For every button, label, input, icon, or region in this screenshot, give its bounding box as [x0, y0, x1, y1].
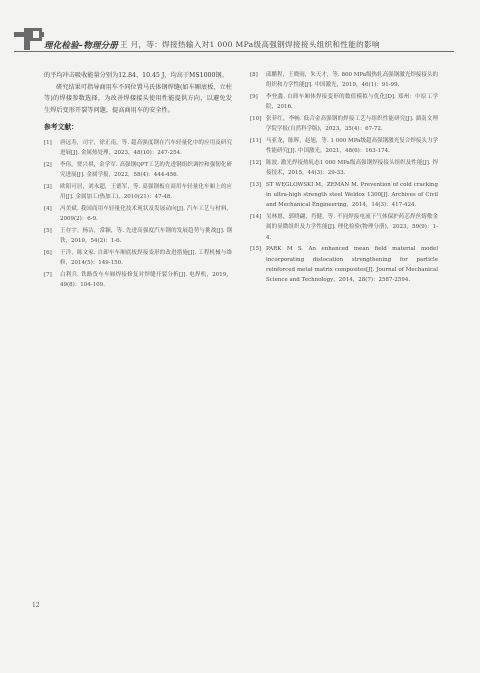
- reference-item: [44, 248, 232, 268]
- journal-name: 理化检验–物理分册: [44, 41, 119, 51]
- reference-text: 于洋，陈文家. 自卸车车厢底板焊接变形的改进措施[J]. 工程机械与维修，2014(5)：149-150.: [60, 249, 232, 267]
- page-number: 12: [32, 602, 40, 609]
- reference-number: [15]: [250, 246, 262, 253]
- reference-item: [44, 204, 232, 224]
- reference-number: [14]: [250, 214, 262, 221]
- reference-list-left: [44, 138, 232, 290]
- reference-item: [250, 136, 438, 156]
- reference-item: [250, 70, 438, 90]
- reference-text: 邱鹏程，王晓雨，朱天才，等. 800 MPa级热轧高强钢激光焊接接头的组织和力学性能[J]. 中国激光，2019，46(1)：91-99.: [266, 72, 438, 89]
- reference-item: [44, 270, 232, 290]
- reference-text: PARK M S. An enhanced mean field material model incorporating dislocation strengthening for particle reinforced metal matrix composites[J]. Journal of Mechanical Science and Technology，2014，28(7)：2587-2594.: [266, 246, 438, 284]
- reference-item: [250, 92, 438, 112]
- reference-item: [250, 244, 438, 285]
- running-title: 王 月，等：焊接热输入对1 000 MPa级高强钢焊接接头组织和性能的影响: [120, 40, 380, 49]
- reference-number: [5]: [44, 227, 52, 234]
- reference-text: 李伟，贾兴祺，金学军. 高强钢QPT工艺的先进钢组织调控和强韧化研究进展[J]. 金属学报，2022，58(4)：444-456.: [60, 161, 232, 179]
- reference-item: [44, 138, 232, 158]
- reference-text: 张菲红，李畅. 低合金高强钢的焊接工艺与组织性能研究[J]. 湖南文理学院学报(自然科学版)，2023，35(4)：67-72.: [266, 116, 438, 133]
- reference-item: [44, 160, 232, 180]
- reference-text: 唐远寿，司宇，徐正南，等. 超高强度钢在汽车轻量化中的应用及研究进展[J]. 金属热处理，2023，48(10)：247-254.: [60, 139, 232, 157]
- right-column: [250, 70, 438, 287]
- reference-number: [3]: [44, 183, 52, 190]
- reference-number: [4]: [44, 205, 52, 212]
- reference-item: [250, 158, 438, 178]
- reference-number: [2]: [44, 161, 52, 168]
- body-paragraph: 的平均冲击吸收能量分别为12.84、10.45 J，均高于MS1000钢。: [44, 72, 228, 79]
- reference-number: [9]: [250, 94, 258, 100]
- reference-item: [44, 226, 232, 246]
- header-rule: [14, 51, 454, 52]
- reference-text: ST WĘGLOWSKI M，ZEMAN M. Prevention of cold cracking in ultra-high strength steel Weldox 1300[J]. Archives of Civil and Mechanical Engineering，2014，14(3)：417-424.: [266, 182, 438, 209]
- reference-number: [7]: [44, 271, 52, 278]
- reference-number: [13]: [250, 182, 262, 188]
- reference-number: [6]: [44, 249, 52, 256]
- journal-logo-icon: [14, 28, 44, 50]
- reference-item: [250, 180, 438, 211]
- reference-list-right: [250, 70, 438, 285]
- reference-item: [44, 182, 232, 202]
- left-column: [44, 70, 232, 292]
- body-paragraph: 研究结果可指导商用车不同位置马氏体钢焊缝(如车厢底板、立柱等)的焊接参数选择，为改善焊接接头使用性能提供方向，以避免发生焊后变形开裂等问题，提高商用车的安全性。: [44, 83, 232, 114]
- page-header: [0, 28, 480, 58]
- reference-text: 王存宇，杨洁，常颖，等. 先进高强度汽车钢的发展趋势与挑战[J]. 钢铁，2019，54(2)：1-6.: [60, 227, 232, 245]
- reference-text: 吴林愿，郭晓翩，肖健，等. 不同焊接电流下气体保护药芯焊丝熔敷金属的显微组织及力学性能[J]. 理化检验(物理分册)，2023，59(9)：1-4.: [266, 214, 438, 241]
- references-heading: 参考文献：: [44, 123, 78, 132]
- reference-number: [12]: [250, 160, 262, 166]
- reference-number: [11]: [250, 138, 262, 144]
- reference-number: [10]: [250, 116, 262, 122]
- reference-item: [250, 212, 438, 243]
- reference-text: 冯美斌. 我国商用车轻量化技术现状及发展动向[J]. 汽车工艺与材料，2009(2)：6-9.: [60, 205, 232, 223]
- reference-text: 白利兵. 铁路货车车厢焊接修复对焊缝开裂分析[J]. 电焊机，2019，49(8)：104-109.: [60, 271, 232, 289]
- reference-text: 马亚龙，陈晖，赵旭，等. 1 000 MPa级超高强钢激光复合焊接头力学性能研究[J]. 中国激光，2021，48(6)：163-174.: [266, 138, 438, 155]
- reference-text: 陈波. 激光焊接热轧态1 000 MPa级高强钢焊接接头组织及性能[J]. 焊接技术，2015，44(3)：29-33.: [266, 160, 438, 177]
- reference-number: [8]: [250, 72, 258, 78]
- reference-text: 欧阳可居，刘永超，王德军，等. 高强钢板在商用车轻量化车厢上的应用[J]. 金属加工(热加工)，2010(21)：47-48.: [60, 183, 232, 201]
- reference-item: [250, 114, 438, 134]
- reference-text: 李登鑫. 自卸车厢体焊接变形的数值模拟与优化[D]. 郑州：中原工学院，2016.: [266, 94, 438, 111]
- reference-number: [1]: [44, 139, 52, 146]
